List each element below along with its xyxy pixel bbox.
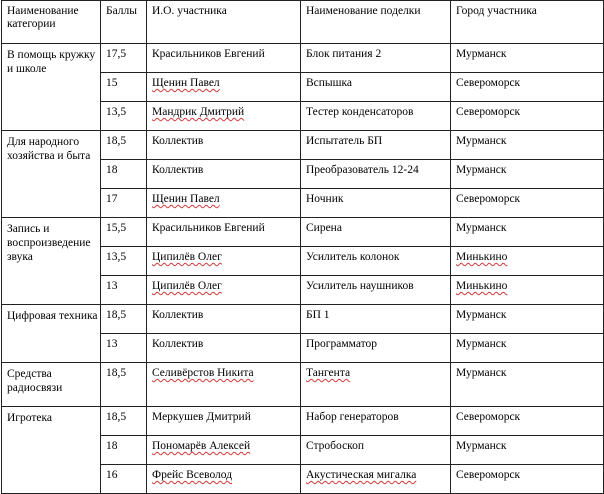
participant-cell: Коллектив (147, 131, 301, 160)
header-project: Наименование поделки (301, 1, 451, 44)
city-cell: Мурманск (451, 44, 604, 73)
score-cell: 13 (101, 276, 147, 305)
project-cell (301, 465, 451, 494)
table-row (2, 407, 604, 436)
project-cell: Тестер конденсаторов (301, 102, 451, 131)
score-cell: 15 (101, 73, 147, 102)
results-table (1, 0, 604, 494)
participant-cell (147, 436, 301, 465)
category-cell: Средства радиосвязи (2, 363, 101, 407)
participant-name: Ципилёв Олег (152, 280, 222, 292)
score-cell: 13,5 (101, 247, 147, 276)
participant-cell (147, 189, 301, 218)
project-cell: Усилитель наушников (301, 276, 451, 305)
participant-cell (147, 276, 301, 305)
table-row (2, 131, 604, 160)
header-category: Наименование категории (2, 1, 101, 44)
header-row (2, 1, 604, 44)
table-row (2, 44, 604, 73)
participant-cell: Коллектив (147, 305, 301, 334)
project-cell: Ночник (301, 189, 451, 218)
city-cell: Мурманск (451, 305, 604, 334)
participant-cell: Коллектив (147, 334, 301, 363)
city-cell (451, 276, 604, 305)
city-cell: Североморск (451, 102, 604, 131)
city-cell: Мурманск (451, 218, 604, 247)
score-cell: 15,5 (101, 218, 147, 247)
participant-cell (147, 465, 301, 494)
category-cell: Игротека (2, 407, 101, 494)
project-cell: Блок питания 2 (301, 44, 451, 73)
project-cell: Сирена (301, 218, 451, 247)
city-cell: Мурманск (451, 436, 604, 465)
category-cell: Запись и воспроизведение звука (2, 218, 101, 305)
header-score: Баллы (101, 1, 147, 44)
city-cell: Мурманск (451, 131, 604, 160)
table-row (2, 305, 604, 334)
score-cell: 16 (101, 465, 147, 494)
participant-name: Фрейс Всеволод (152, 469, 233, 481)
header-city: Город участника (451, 1, 604, 44)
score-cell: 17 (101, 189, 147, 218)
header-participant: И.О. участника (147, 1, 301, 44)
project-cell: Стробоскоп (301, 436, 451, 465)
table-row (2, 363, 604, 407)
project-cell: Преобразователь 12-24 (301, 160, 451, 189)
project-cell (301, 363, 451, 407)
score-cell: 18,5 (101, 131, 147, 160)
participant-name: Мандрик Дмитрий (152, 106, 245, 118)
participant-cell (147, 247, 301, 276)
participant-cell (147, 73, 301, 102)
participant-cell (147, 102, 301, 131)
city-name: Минькино (456, 280, 508, 292)
project-name: Тангента (306, 367, 351, 379)
project-name: Акустическая мигалка (306, 469, 417, 481)
category-cell: Для народного хозяйства и быта (2, 131, 101, 218)
participant-cell: Коллектив (147, 160, 301, 189)
project-cell: БП 1 (301, 305, 451, 334)
participant-cell: Красильников Евгений (147, 44, 301, 73)
city-name: Минькино (456, 251, 508, 263)
participant-name: Пономарёв Алексей (152, 440, 251, 452)
project-cell: Вспышка (301, 73, 451, 102)
table-row (2, 218, 604, 247)
score-cell: 18,5 (101, 363, 147, 407)
project-cell: Испытатель БП (301, 131, 451, 160)
city-cell: Североморск (451, 73, 604, 102)
score-cell: 13,5 (101, 102, 147, 131)
participant-name: Селивёрстов Никита (152, 367, 254, 379)
city-cell: Североморск (451, 189, 604, 218)
category-cell: Цифровая техника (2, 305, 101, 363)
score-cell: 13 (101, 334, 147, 363)
participant-name: Щенин Павел (152, 193, 220, 205)
score-cell: 18 (101, 160, 147, 189)
score-cell: 18,5 (101, 407, 147, 436)
participant-cell: Красильников Евгений (147, 218, 301, 247)
participant-name: Ципилёв Олег (152, 251, 222, 263)
city-cell: Мурманск (451, 363, 604, 407)
project-cell: Программатор (301, 334, 451, 363)
city-cell: Североморск (451, 407, 604, 436)
city-cell (451, 247, 604, 276)
city-cell: Североморск (451, 465, 604, 494)
city-cell: Мурманск (451, 160, 604, 189)
participant-cell (147, 363, 301, 407)
score-cell: 18 (101, 436, 147, 465)
project-cell: Усилитель колонок (301, 247, 451, 276)
city-cell: Мурманск (451, 334, 604, 363)
participant-name: Щенин Павел (152, 77, 220, 89)
score-cell: 18,5 (101, 305, 147, 334)
score-cell: 17,5 (101, 44, 147, 73)
participant-cell: Меркушев Дмитрий (147, 407, 301, 436)
project-cell: Набор генераторов (301, 407, 451, 436)
category-cell: В помощь кружку и школе (2, 44, 101, 131)
